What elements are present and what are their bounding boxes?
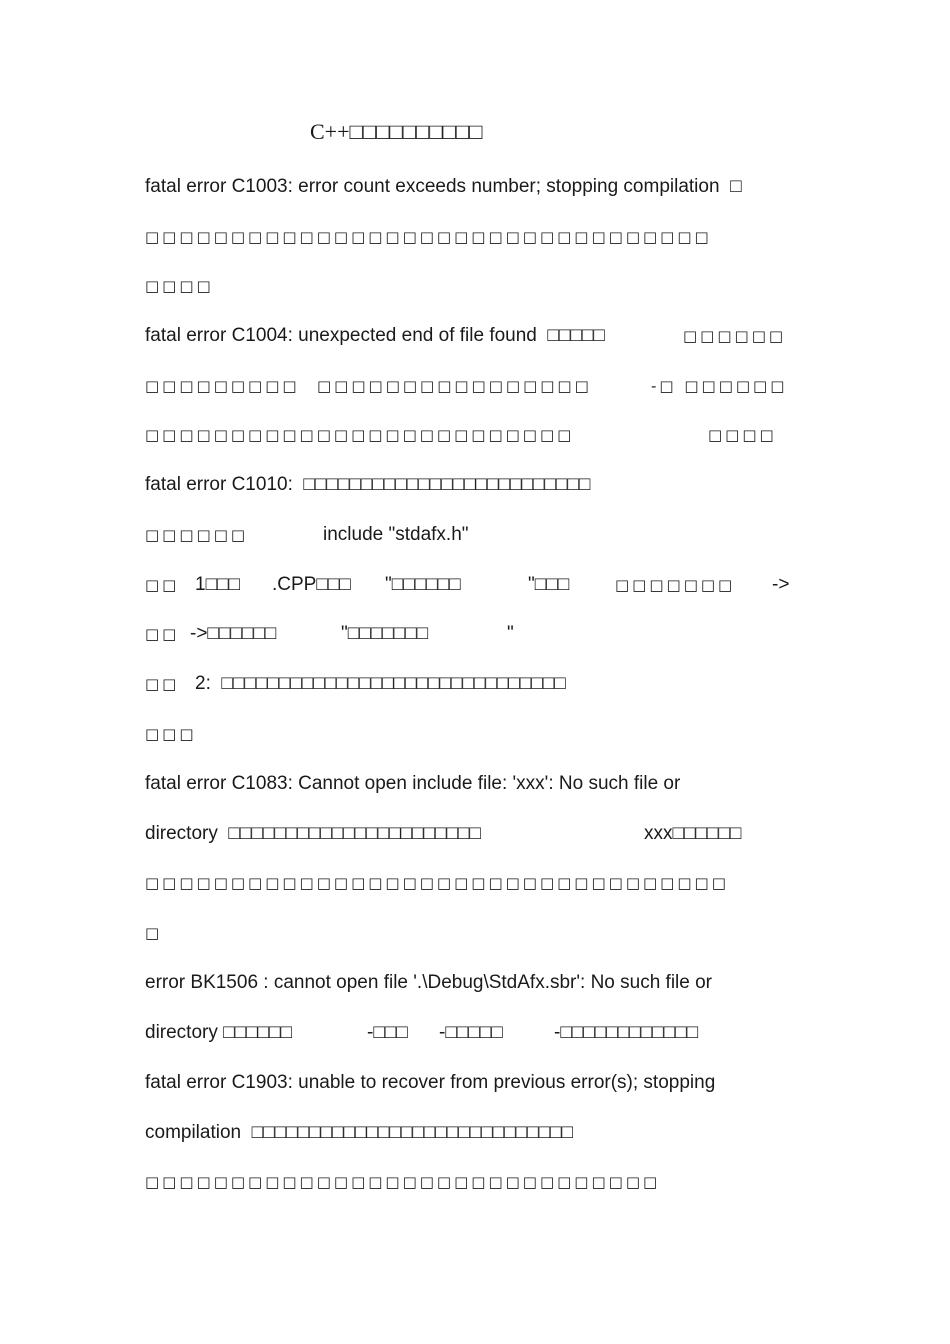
text-segment: 2: □□□□□□□□□□□□□□□□□□□□□□□□□□□□□□ bbox=[195, 673, 566, 694]
text-line bbox=[145, 172, 742, 202]
text-segment: directory □□□□□□□□□□□□□□□□□□□□□□ bbox=[145, 823, 481, 844]
text-line bbox=[145, 1018, 699, 1048]
text-line bbox=[145, 1068, 716, 1098]
text-segment: fatal error C1083: Cannot open include file: 'xxx': No such file or bbox=[145, 773, 681, 794]
text-segment: □□□□ bbox=[708, 426, 777, 444]
text-segment: □□□□ bbox=[145, 277, 214, 295]
text-segment: □□□□□□□ bbox=[615, 576, 736, 594]
text-segment: -□□□ bbox=[367, 1022, 408, 1043]
text-segment: .CPP□□□ bbox=[272, 574, 351, 595]
text-segment: "□□□□□□ bbox=[385, 574, 461, 595]
text-line bbox=[145, 769, 681, 799]
text-segment: "□□□ bbox=[528, 574, 570, 595]
text-segment: " bbox=[507, 623, 514, 644]
text-line bbox=[145, 968, 713, 998]
text-segment: 1□□□ bbox=[195, 574, 240, 595]
text-segment: fatal error C1004: unexpected end of file found □□□□□ bbox=[145, 325, 605, 346]
text-segment: directory □□□□□□ bbox=[145, 1022, 292, 1043]
text-line bbox=[145, 570, 790, 600]
text-segment: □□□□□□ bbox=[683, 327, 787, 345]
text-segment: fatal error C1003: error count exceeds number; stopping compilation □ bbox=[145, 176, 742, 197]
text-segment: □□ bbox=[145, 576, 180, 594]
text-line bbox=[145, 222, 712, 252]
text-segment: fatal error C1903: unable to recover from previous error(s); stopping bbox=[145, 1072, 716, 1093]
text-line bbox=[145, 520, 469, 550]
page-title: C++□□□□□□□□□□ bbox=[310, 119, 483, 144]
text-segment: □□ bbox=[145, 625, 180, 643]
text-segment: □□□□□□□□□ bbox=[145, 377, 300, 395]
text-segment: □□□□□□□□□□□□□□□□ bbox=[317, 377, 592, 395]
text-segment: □□□□□□□□□□□□□□□□□□□□□□□□□□□□□□□□□ bbox=[145, 228, 712, 246]
text-segment: -□□□□□□□□□□□□ bbox=[554, 1022, 699, 1043]
text-line bbox=[145, 420, 777, 450]
text-line bbox=[145, 719, 197, 749]
text-line bbox=[145, 371, 788, 401]
text-line bbox=[145, 669, 566, 699]
text-segment: fatal error C1010: □□□□□□□□□□□□□□□□□□□□□□□□□ bbox=[145, 474, 591, 495]
text-segment: □□□□□□□□□□□□□□□□□□□□□□□□□□□□□□□□□□ bbox=[145, 874, 729, 892]
text-segment: -□ □□□□□□ bbox=[651, 377, 788, 395]
text-segment: -□□□□□ bbox=[439, 1022, 503, 1043]
text-segment: compilation □□□□□□□□□□□□□□□□□□□□□□□□□□□□ bbox=[145, 1122, 573, 1143]
text-segment: □□□ bbox=[145, 725, 197, 743]
text-segment: □□□□□□□□□□□□□□□□□□□□□□□□□□□□□□ bbox=[145, 1173, 661, 1191]
text-line bbox=[145, 1118, 573, 1148]
text-segment: error BK1506 : cannot open file '.\Debug\StdAfx.sbr': No such file or bbox=[145, 972, 713, 993]
text-line bbox=[145, 271, 214, 301]
text-line bbox=[145, 918, 176, 948]
text-line bbox=[145, 868, 729, 898]
text-segment: include "stdafx.h" bbox=[323, 524, 469, 545]
text-line bbox=[145, 619, 514, 649]
text-line bbox=[145, 1167, 661, 1197]
text-line bbox=[145, 819, 742, 849]
text-line bbox=[145, 470, 591, 500]
text-segment: ->□□□□□□ bbox=[190, 623, 277, 644]
text-segment: □□□□□□□□□□□□□□□□□□□□□□□□□ bbox=[145, 426, 575, 444]
text-segment: □□□□□□ bbox=[145, 526, 249, 544]
text-segment: "□□□□□□□ bbox=[341, 623, 429, 644]
text-line bbox=[145, 321, 787, 351]
text-segment: xxx□□□□□□ bbox=[644, 823, 742, 844]
text-segment: -> bbox=[772, 574, 790, 595]
text-segment: □ bbox=[145, 924, 163, 942]
text-segment: □□ bbox=[145, 675, 180, 693]
